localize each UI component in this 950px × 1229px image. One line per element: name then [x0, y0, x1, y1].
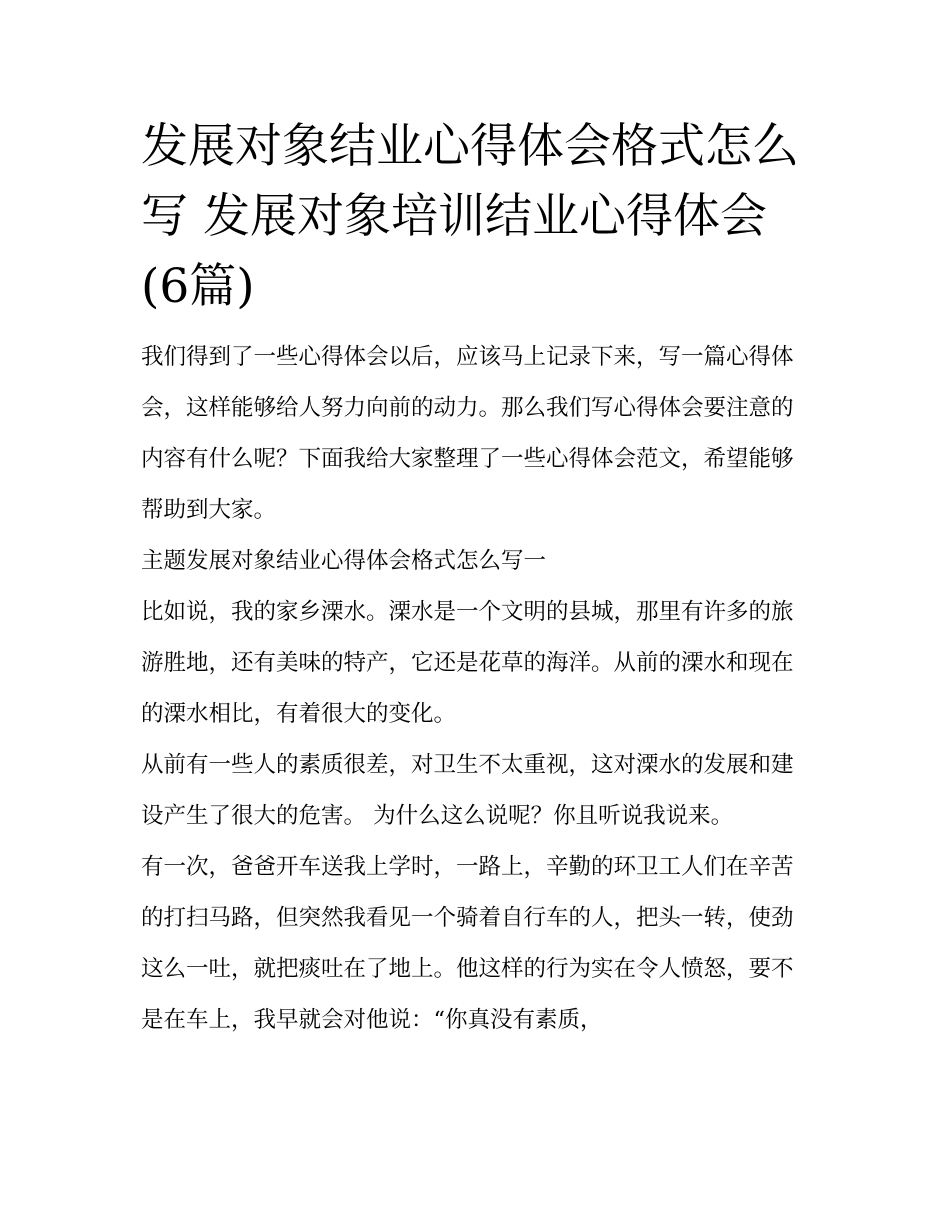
body-paragraph: 有一次，爸爸开车送我上学时，一路上，辛勤的环卫工人们在辛苦的打扫马路，但突然我看见一个骑着自行车的人，把头一转，使劲这么一吐，就把痰吐在了地上。他这样的行为实在令人愤怒，要不是在车上，我早就会对他说：“你真没有素质， [141, 854, 794, 1033]
body-paragraph: 比如说，我的家乡溧水。溧水是一个文明的县城，那里有许多的旅游胜地，还有美味的特产，它还是花草的海洋。从前的溧水和现在的溧水相比，有着很大的变化。 [141, 599, 794, 727]
document-body [141, 332, 813, 1046]
document-page [141, 112, 813, 1046]
document-title: 发展对象结业心得体会格式怎么写 发展对象培训结业心得体会(6篇) [141, 119, 799, 314]
section-heading: 主题发展对象结业心得体会格式怎么写一 [141, 548, 547, 574]
body-paragraph: 从前有一些人的素质很差，对卫生不太重视，这对溧水的发展和建设产生了很大的危害。 为什么这么说呢？你且听说我说来。 [141, 752, 794, 829]
intro-paragraph: 我们得到了一些心得体会以后，应该马上记录下来，写一篇心得体会，这样能够给人努力向前的动力。那么我们写心得体会要注意的内容有什么呢？下面我给大家整理了一些心得体会范文，希望能够帮助到大家。 [141, 344, 794, 523]
